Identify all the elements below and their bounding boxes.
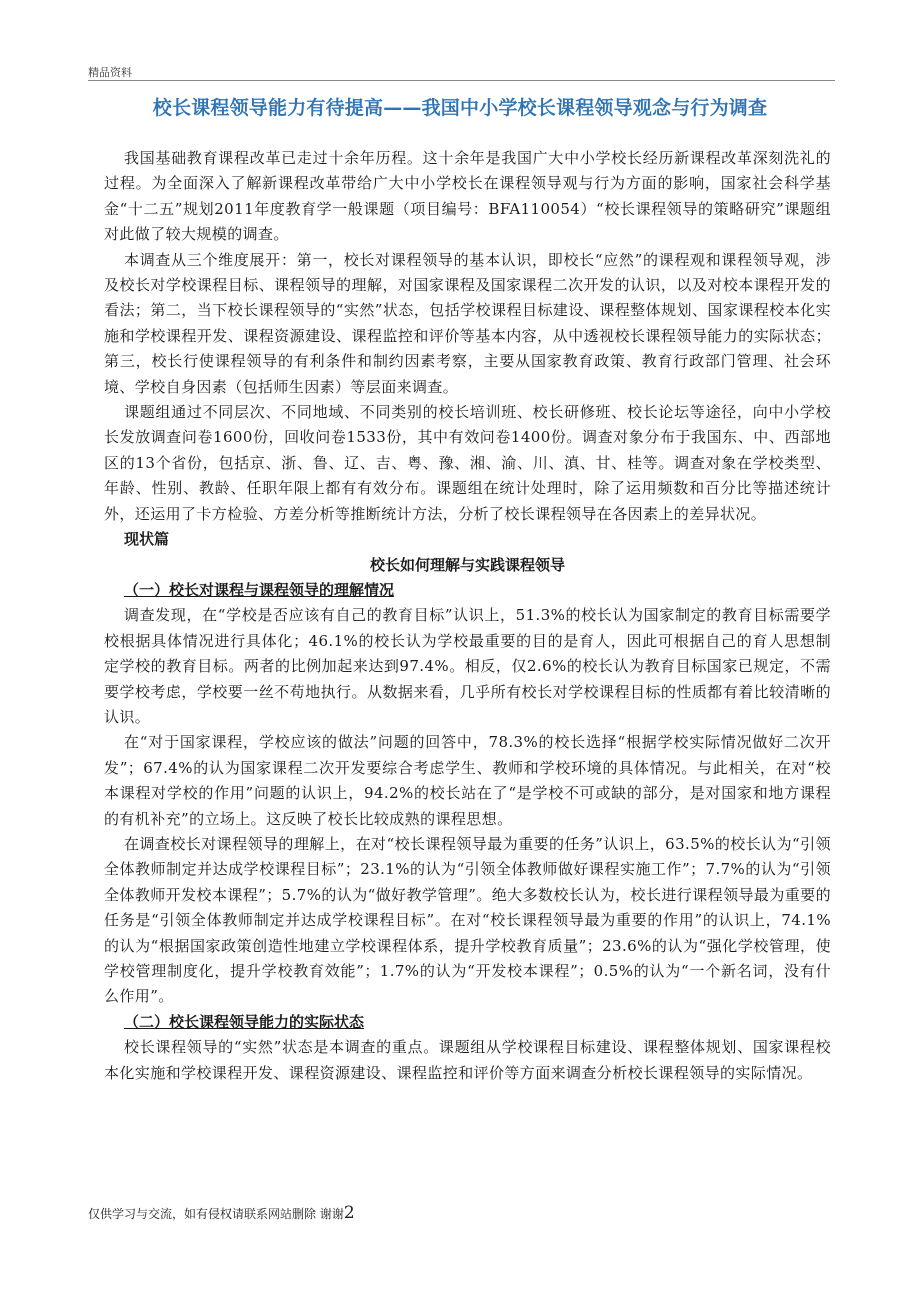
paragraph-intro: 我国基础教育课程改革已走过十余年历程。这十余年是我国广大中小学校长经历新课程改革深刻洗礼的过程。为全面深入了解新课程改革带给广大中小学校长在课程领导观与行为方面的影响，国家社会科学基金“十二五”规划2011年度教育学一般课题（项目编号：BFA110054）“校长课程领导的策略研究”课题组对此做了较大规模的调查。 — [104, 149, 831, 244]
page-number: 2 — [343, 1203, 355, 1223]
document-body — [104, 146, 831, 1086]
paragraph-method: 课题组通过不同层次、不同地域、不同类别的校长培训班、校长研修班、校长论坛等途径，向中小学校长发放调查问卷1600份，回收问卷1533份，其中有效问卷1400份。调查对象分布于我国东、中、西部地区的13个省份，包括京、浙、鲁、辽、吉、粤、豫、湘、渝、川、滇、甘、桂等。调查对象在学校类型、年龄、性别、教龄、任职年限上都有有效分布。课题组在统计处理时，除了运用频数和百分比等描述统计外，还运用了卡方检验、方差分析等推断统计方法，分析了校长课程领导在各因素上的差异状况。 — [104, 403, 831, 523]
header-label: 精品资料 — [88, 66, 132, 79]
paragraph-findings-leadership: 在调查校长对课程领导的理解上，在对“校长课程领导最为重要的任务”认识上，63.5%的校长认为“引领全体教师制定并达成学校课程目标”；23.1%的认为“引领全体教师做好课程实施工作”；7.7%的认为“引领全体教师开发校本课程”；5.7%的认为“做好教学管理”。绝大多数校长认为，校长进行课程领导最为重要的任务是“引领全体教师制定并达成学校课程目标”。在对“校长课程领导最为重要的作用”的认识上，74.1%的认为“根据国家政策创造性地建立学校课程体系，提升学校教育质量”；23.6%的认为“强化学校管理，使学校管理制度化，提升学校教育效能”；1.7%的认为“开发校本课程”；0.5%的认为“一个新名词，没有什么作用”。 — [104, 834, 831, 1006]
paragraph-actual-state: 校长课程领导的“实然”状态是本调查的重点。课题组从学校课程目标建设、课程整体规划、国家课程校本化实施和学校课程开发、课程资源建设、课程监控和评价等方面来调查分析校长课程领导的实际情况。 — [104, 1038, 831, 1082]
header-divider — [88, 80, 835, 81]
subsection-heading-2-text: （二）校长课程领导能力的实际状态 — [124, 1012, 365, 1031]
section-heading: 现状篇 — [124, 530, 170, 549]
subsection-heading-1 — [104, 578, 831, 603]
footer-text: 仅供学习与交流，如有侵权请联系网站删除 谢谢 — [88, 1207, 344, 1221]
subsection-heading-2 — [104, 1010, 831, 1035]
document-title: 校长课程领导能力有待提高——我国中小学校长课程领导观念与行为调查 — [152, 97, 768, 119]
section-subtitle: 校长如何理解与实践课程领导 — [369, 555, 565, 574]
paragraph-findings-goals: 调查发现，在“学校是否应该有自己的教育目标”认识上，51.3%的校长认为国家制定的教育目标需要学校根据具体情况进行具体化；46.1%的校长认为学校最重要的目的是育人，因此可根据自己的育人思想制定学校的教育目标。两者的比例加起来达到97.4%。相反，仅2.6%的校长认为教育目标国家已规定，不需要学校考虑，学校要一丝不苟地执行。从数据来看，几乎所有校长对学校课程目标的性质都有着比较清晰的认识。 — [104, 606, 831, 726]
footer — [88, 1203, 355, 1223]
subsection-heading-1-text: （一）校长对课程与课程领导的理解情况 — [124, 580, 395, 599]
paragraph-dimensions: 本调查从三个维度展开：第一，校长对课程领导的基本认识，即校长“应然”的课程观和课程领导观，涉及校长对学校课程目标、课程领导的理解，对国家课程及国家课程二次开发的认识，以及对校本课程开发的看法；第二，当下校长课程领导的“实然”状态，包括学校课程目标建设、课程整体规划、国家课程校本化实施和学校课程开发、课程资源建设、课程监控和评价等基本内容，从中透视校长课程领导能力的实际状态；第三，校长行使课程领导的有利条件和制约因素考察，主要从国家教育政策、教育行政部门管理、社会环境、学校自身因素（包括师生因素）等层面来调查。 — [104, 250, 831, 396]
paragraph-findings-national-curriculum: 在“对于国家课程，学校应该的做法”问题的回答中，78.3%的校长选择“根据学校实际情况做好二次开发”；67.4%的认为国家课程二次开发要综合考虑学生、教师和学校环境的具体情况。与此相关，在对“校本课程对学校的作用”问题的认识上，94.2%的校长站在了“是学校不可或缺的部分，是对国家和地方课程的有机补充”的立场上。这反映了校长比较成熟的课程思想。 — [104, 733, 831, 828]
